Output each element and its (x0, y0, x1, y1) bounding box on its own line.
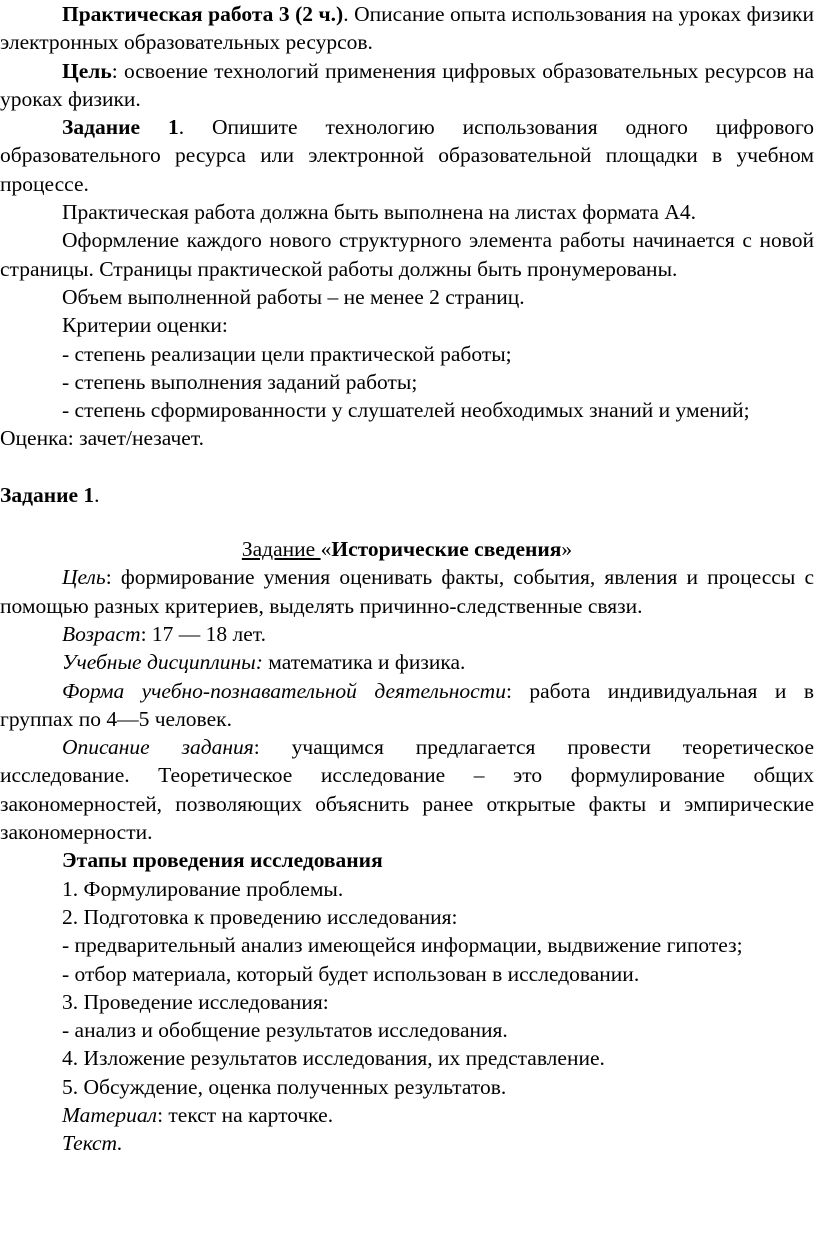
task1-title-quote-open: « (320, 537, 332, 562)
task1-text-label-italic: Текст. (62, 1131, 123, 1156)
task1-text-label (0, 1129, 814, 1157)
stage-item: 5. Обсуждение, оценка полученных результатов. (62, 1074, 507, 1099)
criteria-item: - степень выполнения заданий работы; (62, 369, 418, 394)
task1-material-text: : текст на карточке. (157, 1102, 334, 1127)
task1-subjects-label: Учебные дисциплины: (62, 650, 263, 675)
criteria-item: - степень реализации цели практической работы; (62, 341, 512, 366)
volume-line: Объем выполненной работы – не менее 2 страниц. (62, 284, 525, 309)
task1-material-label: Материал (62, 1102, 158, 1127)
practical-work-title (0, 0, 814, 57)
stage-item: 4. Изложение результатов исследования, их представление. (62, 1046, 605, 1071)
criteria-title: Критерии оценки: (62, 313, 228, 338)
task1-form-label: Форма учебно-познавательной деятельности (62, 678, 506, 703)
structure-line: Оформление каждого нового структурного элемента работы начинается с новой страницы. Страницы практической работы должны быть пронумерованы. (0, 228, 814, 281)
practical-work-title-rest: . Описание опыта использования на уроках физики электронных образовательных ресурсов. (0, 2, 815, 55)
practical-work-goal (0, 57, 814, 114)
format-line: Практическая работа должна быть выполнена на листах формата А4. (62, 200, 696, 225)
task1-subjects-text: математика и физика. (262, 650, 466, 675)
task-label: Задание 1 (62, 115, 179, 140)
goal-text: : освоение технологий применения цифровых образовательных ресурсов на уроках физики. (0, 58, 814, 111)
stage-item: 3. Проведение исследования: (62, 989, 329, 1014)
task1-age (0, 620, 814, 648)
spacer (0, 509, 814, 535)
task1-heading-dot: . (94, 482, 100, 507)
task1-age-label: Возраст (62, 621, 141, 646)
stage-item: 1. Формулирование проблемы. (62, 876, 344, 901)
task1-goal (0, 563, 814, 620)
task1-heading-bold: Задание 1 (0, 482, 95, 507)
task1-title-bold: Исторические сведения (331, 537, 562, 562)
practical-work-task (0, 113, 814, 198)
task1-description (0, 733, 814, 846)
task1-description-text: : учащимся предлагается провести теоретическое исследование. Теоретическое исследование – это формулирование общих закономерностей, позволяющих объяснить ранее открытые факты и эмпирические закономерности. (0, 735, 814, 845)
stage-item: - анализ и обобщение результатов исследования. (62, 1018, 508, 1043)
goal-label: Цель (62, 58, 112, 83)
task1-title-prefix: Задание (241, 537, 321, 562)
task1-form (0, 677, 814, 734)
task1-form-text: : работа индивидуальная и в группах по 4—5 человек. (0, 678, 814, 731)
task1-description-label: Описание задания (62, 735, 254, 760)
task1-material (0, 1101, 814, 1129)
stages-title (0, 846, 814, 874)
task1-title-quote-close: » (561, 537, 573, 562)
spacer (0, 453, 814, 481)
task1-subjects (0, 648, 814, 676)
stage-item: - отбор материала, который будет использован в исследовании. (62, 961, 640, 986)
stage-item: - предварительный анализ имеющейся информации, выдвижение гипотез; (62, 933, 743, 958)
grade-line: Оценка: зачет/незачет. (0, 426, 204, 451)
criteria-item: - степень сформированности у слушателей необходимых знаний и умений; (62, 398, 750, 423)
task1-age-text: : 17 — 18 лет. (140, 621, 266, 646)
task1-goal-label: Цель (62, 565, 106, 590)
task1-goal-text: : формирование умения оценивать факты, события, явления и процессы с помощью разных критериев, выделять причинно-следственные связи. (0, 565, 814, 618)
stage-item: 2. Подготовка к проведению исследования: (62, 904, 458, 929)
task-text: . Опишите технологию использования одного цифрового образовательного ресурса или электронной образовательной площадки в учебном процессе. (0, 115, 815, 196)
practical-work-title-bold: Практическая работа 3 (2 ч.) (62, 2, 344, 26)
task1-heading (0, 481, 814, 509)
task1-title (0, 535, 814, 563)
stages-title-bold: Этапы проведения исследования (62, 848, 383, 873)
